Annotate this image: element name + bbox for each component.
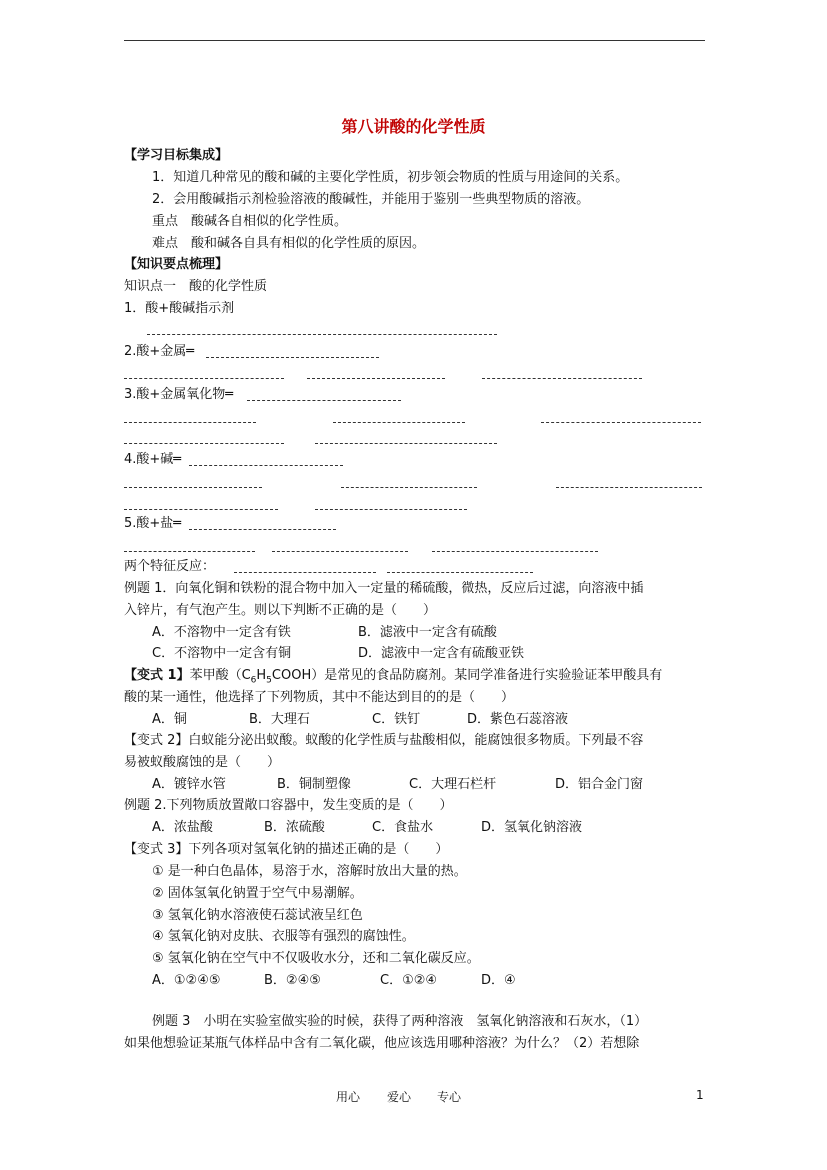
example-1-option-c: C．不溶物中一定含有铜 [152, 646, 292, 661]
answer-blank [307, 378, 445, 379]
variant-1-option-a: A．铜 [152, 712, 187, 727]
answer-blank [541, 422, 701, 423]
key-point: 重点 酸碱各自相似的化学性质。 [152, 214, 348, 229]
variant-2-line-1: 【变式 2】白蚁能分泌出蚁酸。蚁酸的化学性质与盐酸相似，能腐蚀很多物质。下列最不容 [124, 733, 644, 748]
variant-3-statement-4: ④ 氢氧化钠对皮肤、衣服等有强烈的腐蚀性。 [152, 929, 415, 944]
answer-blank [315, 509, 467, 510]
example-2-option-c: C．食盐水 [372, 820, 434, 835]
variant-1-option-b: B．大理石 [249, 712, 310, 727]
page-title: 第八讲酸的化学性质 [341, 117, 486, 136]
example-1-line-2: 入锌片，有气泡产生。则以下判断不正确的是（ ） [124, 603, 437, 618]
variant-2-line-2: 易被蚁酸腐蚀的是（ ） [124, 755, 281, 770]
knowledge-heading: 【知识要点梳理】 [124, 257, 229, 272]
example-1-option-d: D．滤液中一定含有硫酸亚铁 [358, 646, 525, 661]
variant-1-line-2: 酸的某一通性，他选择了下列物质，其中不能达到目的的是（ ） [124, 690, 515, 705]
example-3-line-2: 如果他想验证某瓶气体样品中含有二氧化碳，他应该选用哪种溶液？为什么？（2）若想除 [124, 1036, 640, 1051]
answer-blank [315, 443, 497, 444]
answer-blank [272, 551, 408, 552]
example-1-line-1: 例题 1．向氧化铜和铁粉的混合物中加入一定量的稀硫酸，微热，反应后过滤，向溶液中插 [124, 581, 644, 596]
example-2-option-d: D．氢氧化钠溶液 [481, 820, 583, 835]
answer-blank [189, 465, 343, 466]
answer-blank [333, 422, 465, 423]
variant-2-option-b: B．铜制塑像 [277, 777, 351, 792]
property-3: 3.酸+金属氧化物═ [124, 387, 234, 402]
variant-3-statement-1: ① 是一种白色晶体，易溶于水，溶解时放出大量的热。 [152, 864, 467, 879]
answer-blank [432, 551, 598, 552]
footer-motto-1: 用心 [336, 1090, 361, 1104]
example-2-question: 例题 2.下列物质放置敞口容器中，发生变质的是（ ） [124, 798, 453, 813]
answer-blank [206, 357, 379, 358]
variant-2-option-c: C．大理石栏杆 [409, 777, 497, 792]
answer-blank [247, 400, 401, 401]
page-number: 1 [696, 1088, 704, 1102]
example-3-line-1: 例题 3 小明在实验室做实验的时候，获得了两种溶液 氢氧化钠溶液和石灰水，（1） [152, 1014, 648, 1029]
variant-1-tag: 【变式 1】 [124, 668, 190, 683]
answer-blank [124, 487, 262, 488]
answer-blank [124, 551, 255, 552]
variant-3-option-b: B．②④⑤ [264, 973, 321, 988]
answer-blank [147, 334, 497, 335]
property-1: 1．酸+酸碱指示剂 [124, 301, 235, 316]
variant-3-option-a: A．①②④⑤ [152, 973, 221, 988]
feature-reactions: 两个特征反应： [124, 559, 216, 574]
answer-blank [341, 487, 477, 488]
variant-3-statement-5: ⑤ 氢氧化钠在空气中不仅吸收水分，还和二氧化碳反应。 [152, 951, 480, 966]
example-1-option-a: A．不溶物中一定含有铁 [152, 625, 291, 640]
goal-item-2: 2．会用酸碱指示剂检验溶液的酸碱性，并能用于鉴别一些典型物质的溶液。 [152, 192, 590, 207]
answer-blank [124, 422, 256, 423]
variant-3-option-c: C．①②④ [380, 973, 438, 988]
goals-heading: 【学习目标集成】 [124, 148, 229, 163]
answer-blank [556, 487, 702, 488]
variant-1-line-1: 【变式 1】苯甲酸$(C_6H_5COOH)$是常见的食品防腐剂。某同学准备进行实验验证苯甲酸具有 [124, 668, 663, 686]
footer-motto-2: 爱心 [387, 1090, 412, 1104]
property-4: 4.酸+碱═ [124, 452, 182, 467]
answer-blank [387, 572, 533, 573]
property-2: 2.酸+金属═ [124, 344, 195, 359]
property-5: 5.酸+盐═ [124, 516, 182, 531]
variant-3-statement-3: ③ 氢氧化钠水溶液使石蕊试液呈红色 [152, 908, 363, 923]
answer-blank [124, 443, 284, 444]
variant-3-statement-2: ② 固体氢氧化钠置于空气中易潮解。 [152, 886, 363, 901]
knowledge-point-1: 知识点一 酸的化学性质 [124, 279, 268, 294]
answer-blank [234, 572, 376, 573]
difficult-point: 难点 酸和碱各自具有相似的化学性质的原因。 [152, 236, 426, 251]
header-rule [124, 40, 705, 41]
example-2-option-a: A．浓盐酸 [152, 820, 213, 835]
answer-blank [124, 378, 284, 379]
answer-blank [124, 509, 278, 510]
variant-1-option-c: C．铁钉 [372, 712, 421, 727]
footer-motto-3: 专心 [437, 1090, 462, 1104]
goal-item-1: 1．知道几种常见的酸和碱的主要化学性质，初步领会物质的性质与用途间的关系。 [152, 170, 629, 185]
variant-1-option-d: D．紫色石蕊溶液 [467, 712, 569, 727]
variant-3-option-d: D．④ [481, 973, 516, 988]
example-1-option-b: B．滤液中一定含有硫酸 [358, 625, 497, 640]
answer-blank [189, 529, 336, 530]
variant-2-option-a: A．镀锌水管 [152, 777, 226, 792]
answer-blank [482, 378, 642, 379]
variant-2-option-d: D．铝合金门窗 [555, 777, 644, 792]
variant-3-question: 【变式 3】下列各项对氢氧化钠的描述正确的是（ ） [124, 842, 449, 857]
example-2-option-b: B．浓硫酸 [264, 820, 325, 835]
